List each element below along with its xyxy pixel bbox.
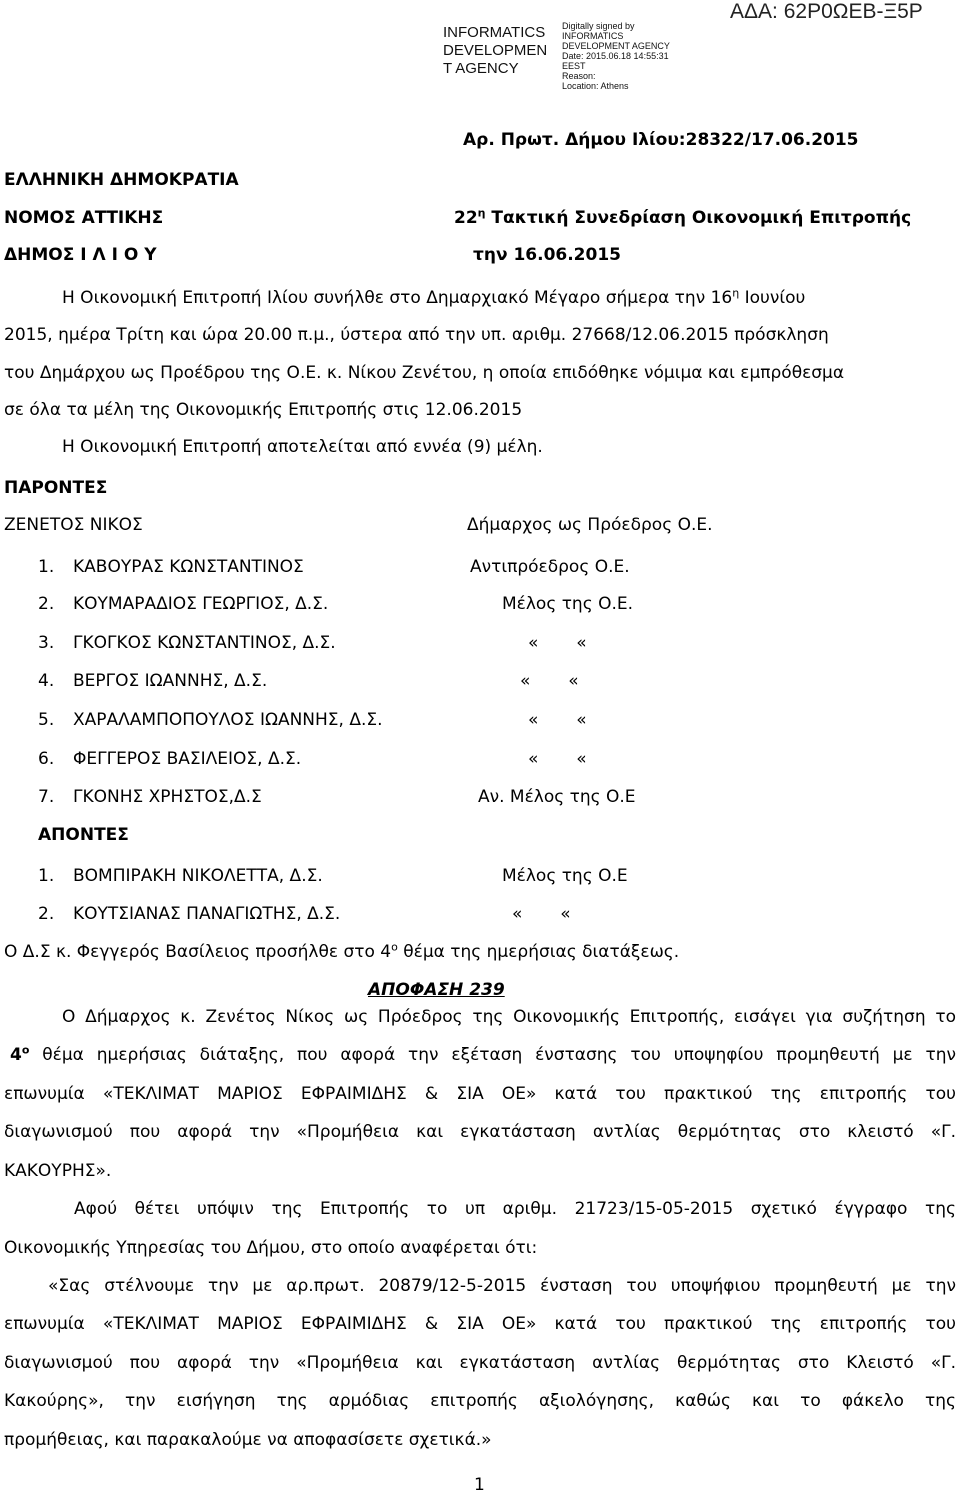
intro-line [62,288,805,308]
session-number: 22 [454,208,478,228]
signature-name-line: T AGENCY [443,60,519,77]
page-number: 1 [474,1475,485,1495]
member-name: ΚΟΥΜΑΡΑΔΙΟΣ ΓΕΩΡΓΙΟΣ, Δ.Σ. [73,594,329,614]
member-role: « « [520,671,579,691]
signature-detail-line: Digitally signed by [562,21,635,31]
signature-detail-line: Date: 2015.06.18 14:55:31 [562,51,669,61]
member-num: 3. [38,633,55,653]
member-num: 1. [38,866,55,886]
arrival-text: θέμα της ημερήσιας διατάξεως. [397,942,680,962]
decision-line: Αφού θέτει υπόψιν της Επιτροπής το υπ αριθμ. 21723/15-05-2015 σχετικό έγγραφο της [74,1199,956,1219]
header-republic: ΕΛΛΗΝΙΚΗ ΔΗΜΟΚΡΑΤΙΑ [4,170,239,190]
member-num: 5. [38,710,55,730]
member-num: 1. [38,557,55,577]
signature-name-line: INFORMATICS [443,24,546,41]
decision-line: Κακούρης», την εισήγηση της αρμόδιας επιτροπής αξιολόγησης, καθώς και το φάκελο της [4,1391,956,1411]
ada-code: ΑΔΑ: 62Ρ0ΩΕΒ-Ξ5Ρ [730,0,923,23]
intro-line: του Δημάρχου ως Προέδρου της Ο.Ε. κ. Νίκου Ζενέτου, η οποία επιδόθηκε νόμιμα και εμπρόθεσμα [4,363,845,383]
member-num: 4. [38,671,55,691]
decision-line: «Σας στέλνουμε την με αρ.πρωτ. 20879/12-5-2015 ένσταση του υποψήφιου προμηθευτή με την [48,1276,956,1296]
chair-role: Δήμαρχος ως Πρόεδρος Ο.Ε. [467,515,713,535]
member-name: ΓΚΟΓΚΟΣ ΚΩΝΣΤΑΝΤΙΝΟΣ, Δ.Σ. [73,633,336,653]
member-num: 2. [38,904,55,924]
signature-detail-line: EEST [562,61,586,71]
member-name: ΦΕΓΓΕΡΟΣ ΒΑΣΙΛΕΙΟΣ, Δ.Σ. [73,749,302,769]
chair-name: ΖΕΝΕΤΟΣ ΝΙΚΟΣ [4,515,143,535]
member-name: ΚΟΥΤΣΙΑΝΑΣ ΠΑΝΑΓΙΩΤΗΣ, Δ.Σ. [73,904,341,924]
decision-text: θέμα ημερήσιας διάταξης, που αφορά την εξέταση ένστασης του υποψηφίου προμηθευτή με την [29,1045,956,1065]
member-name: ΚΑΒΟΥΡΑΣ ΚΩΝΣΤΑΝΤΙΝΟΣ [73,557,304,577]
decision-title-text: ΑΠΟΦΑΣΗ 239 [368,980,505,1000]
signature-details [562,21,670,91]
header-municipality: ΔΗΜΟΣ Ι Λ Ι Ο Υ [4,245,157,265]
member-name: ΒΕΡΓΟΣ ΙΩΑΝΝΗΣ, Δ.Σ. [73,671,268,691]
decision-line: επωνυμία «ΤΕΚΛΙΜΑΤ ΜΑΡΙΟΣ ΕΦΡΑΙΜΙΔΗΣ & ΣΙΑ ΟΕ» κατά του πρακτικού της επιτροπής του [4,1084,956,1104]
member-role: Αν. Μέλος της Ο.Ε [478,787,636,807]
session-text: Τακτική Συνεδρίαση Οικονομική Επιτροπής [485,208,912,228]
member-role: « « [528,749,587,769]
member-num: 2. [38,594,55,614]
signature-detail-line: DEVELOPMENT AGENCY [562,41,670,51]
header-prefecture: ΝΟΜΟΣ ΑΤΤΙΚΗΣ [4,208,164,228]
member-role: « « [528,710,587,730]
member-role: Αντιπρόεδρος Ο.Ε. [470,557,630,577]
signature-detail-line: INFORMATICS [562,31,624,41]
decision-line: ΚΑΚΟΥΡΗΣ». [4,1161,112,1181]
item-superscript: ο [21,1043,30,1057]
decision-line: διαγωνισμού που αφορά την «Προμήθεια και εγκατάσταση αντλίας θερμότητας στο κλειστό «Γ. [4,1122,956,1142]
session-superscript: η [477,206,486,220]
decision-line: Ο Δήμαρχος κ. Ζενέτος Νίκος ως Πρόεδρος της Οικονομικής Επιτροπής, εισάγει για συζήτηση το [62,1007,956,1027]
intro-superscript: η [732,286,740,300]
signature-name [443,24,547,78]
decision-line: διαγωνισμού που αφορά την «Προμήθεια και εγκατάσταση αντλίας θερμότητας στο Κλειστό «Γ. [4,1353,956,1373]
decision-line: επωνυμία «ΤΕΚΛΙΜΑΤ ΜΑΡΙΟΣ ΕΦΡΑΙΜΙΔΗΣ & ΣΙΑ ΟΕ» κατά του πρακτικού της επιτροπής του [4,1314,956,1334]
absent-heading: ΑΠΟΝΤΕΣ [38,825,129,845]
intro-line: 2015, ημέρα Τρίτη και ώρα 20.00 π.μ., ύστερα από την υπ. αριθμ. 27668/12.06.2015 πρόσκληση [4,325,829,345]
decision-line: Οικονομικής Υπηρεσίας του Δήμου, στο οποίο αναφέρεται ότι: [4,1238,538,1258]
intro-text: Η Οικονομική Επιτροπή Ιλίου συνήλθε στο Δημαρχιακό Μέγαρο σήμερα την 16 [62,288,733,308]
member-num: 6. [38,749,55,769]
arrival-superscript: ο [391,940,398,954]
arrival-text: Ο Δ.Σ κ. Φεγγερός Βασίλειος προσήλθε στο 4 [4,942,392,962]
session-title [454,208,911,228]
decision-line: προμήθειας, και παρακαλούμε να αποφασίσετε σχετικά.» [4,1430,492,1450]
arrival-note [4,942,679,962]
member-name: ΧΑΡΑΛΑΜΠΟΠΟΥΛΟΣ ΙΩΑΝΝΗΣ, Δ.Σ. [73,710,383,730]
present-heading: ΠΑΡΟΝΤΕΣ [4,478,108,498]
decision-line [4,1045,956,1065]
protocol-number: Αρ. Πρωτ. Δήμου Ιλίου:28322/17.06.2015 [463,130,859,150]
intro-line: Η Οικονομική Επιτροπή αποτελείται από εννέα (9) μέλη. [62,437,543,457]
session-date: την 16.06.2015 [473,245,621,265]
member-role: Μέλος της Ο.Ε. [502,594,634,614]
member-name: ΓΚΟΝΗΣ ΧΡΗΣΤΟΣ,Δ.Σ [73,787,262,807]
item-number: 4 [10,1045,22,1065]
member-num: 7. [38,787,55,807]
signature-detail-line: Location: Athens [562,81,629,91]
decision-title [368,980,505,1000]
intro-text: Ιουνίου [739,288,806,308]
intro-line: σε όλα τα μέλη της Οικονομικής Επιτροπής στις 12.06.2015 [4,400,523,420]
member-role: « « [512,904,571,924]
signature-name-line: DEVELOPMEN [443,42,548,59]
member-role: Μέλος της Ο.Ε [502,866,628,886]
signature-detail-line: Reason: [562,71,596,81]
member-name: ΒΟΜΠΙΡΑΚΗ ΝΙΚΟΛΕΤΤΑ, Δ.Σ. [73,866,323,886]
member-role: « « [528,633,587,653]
